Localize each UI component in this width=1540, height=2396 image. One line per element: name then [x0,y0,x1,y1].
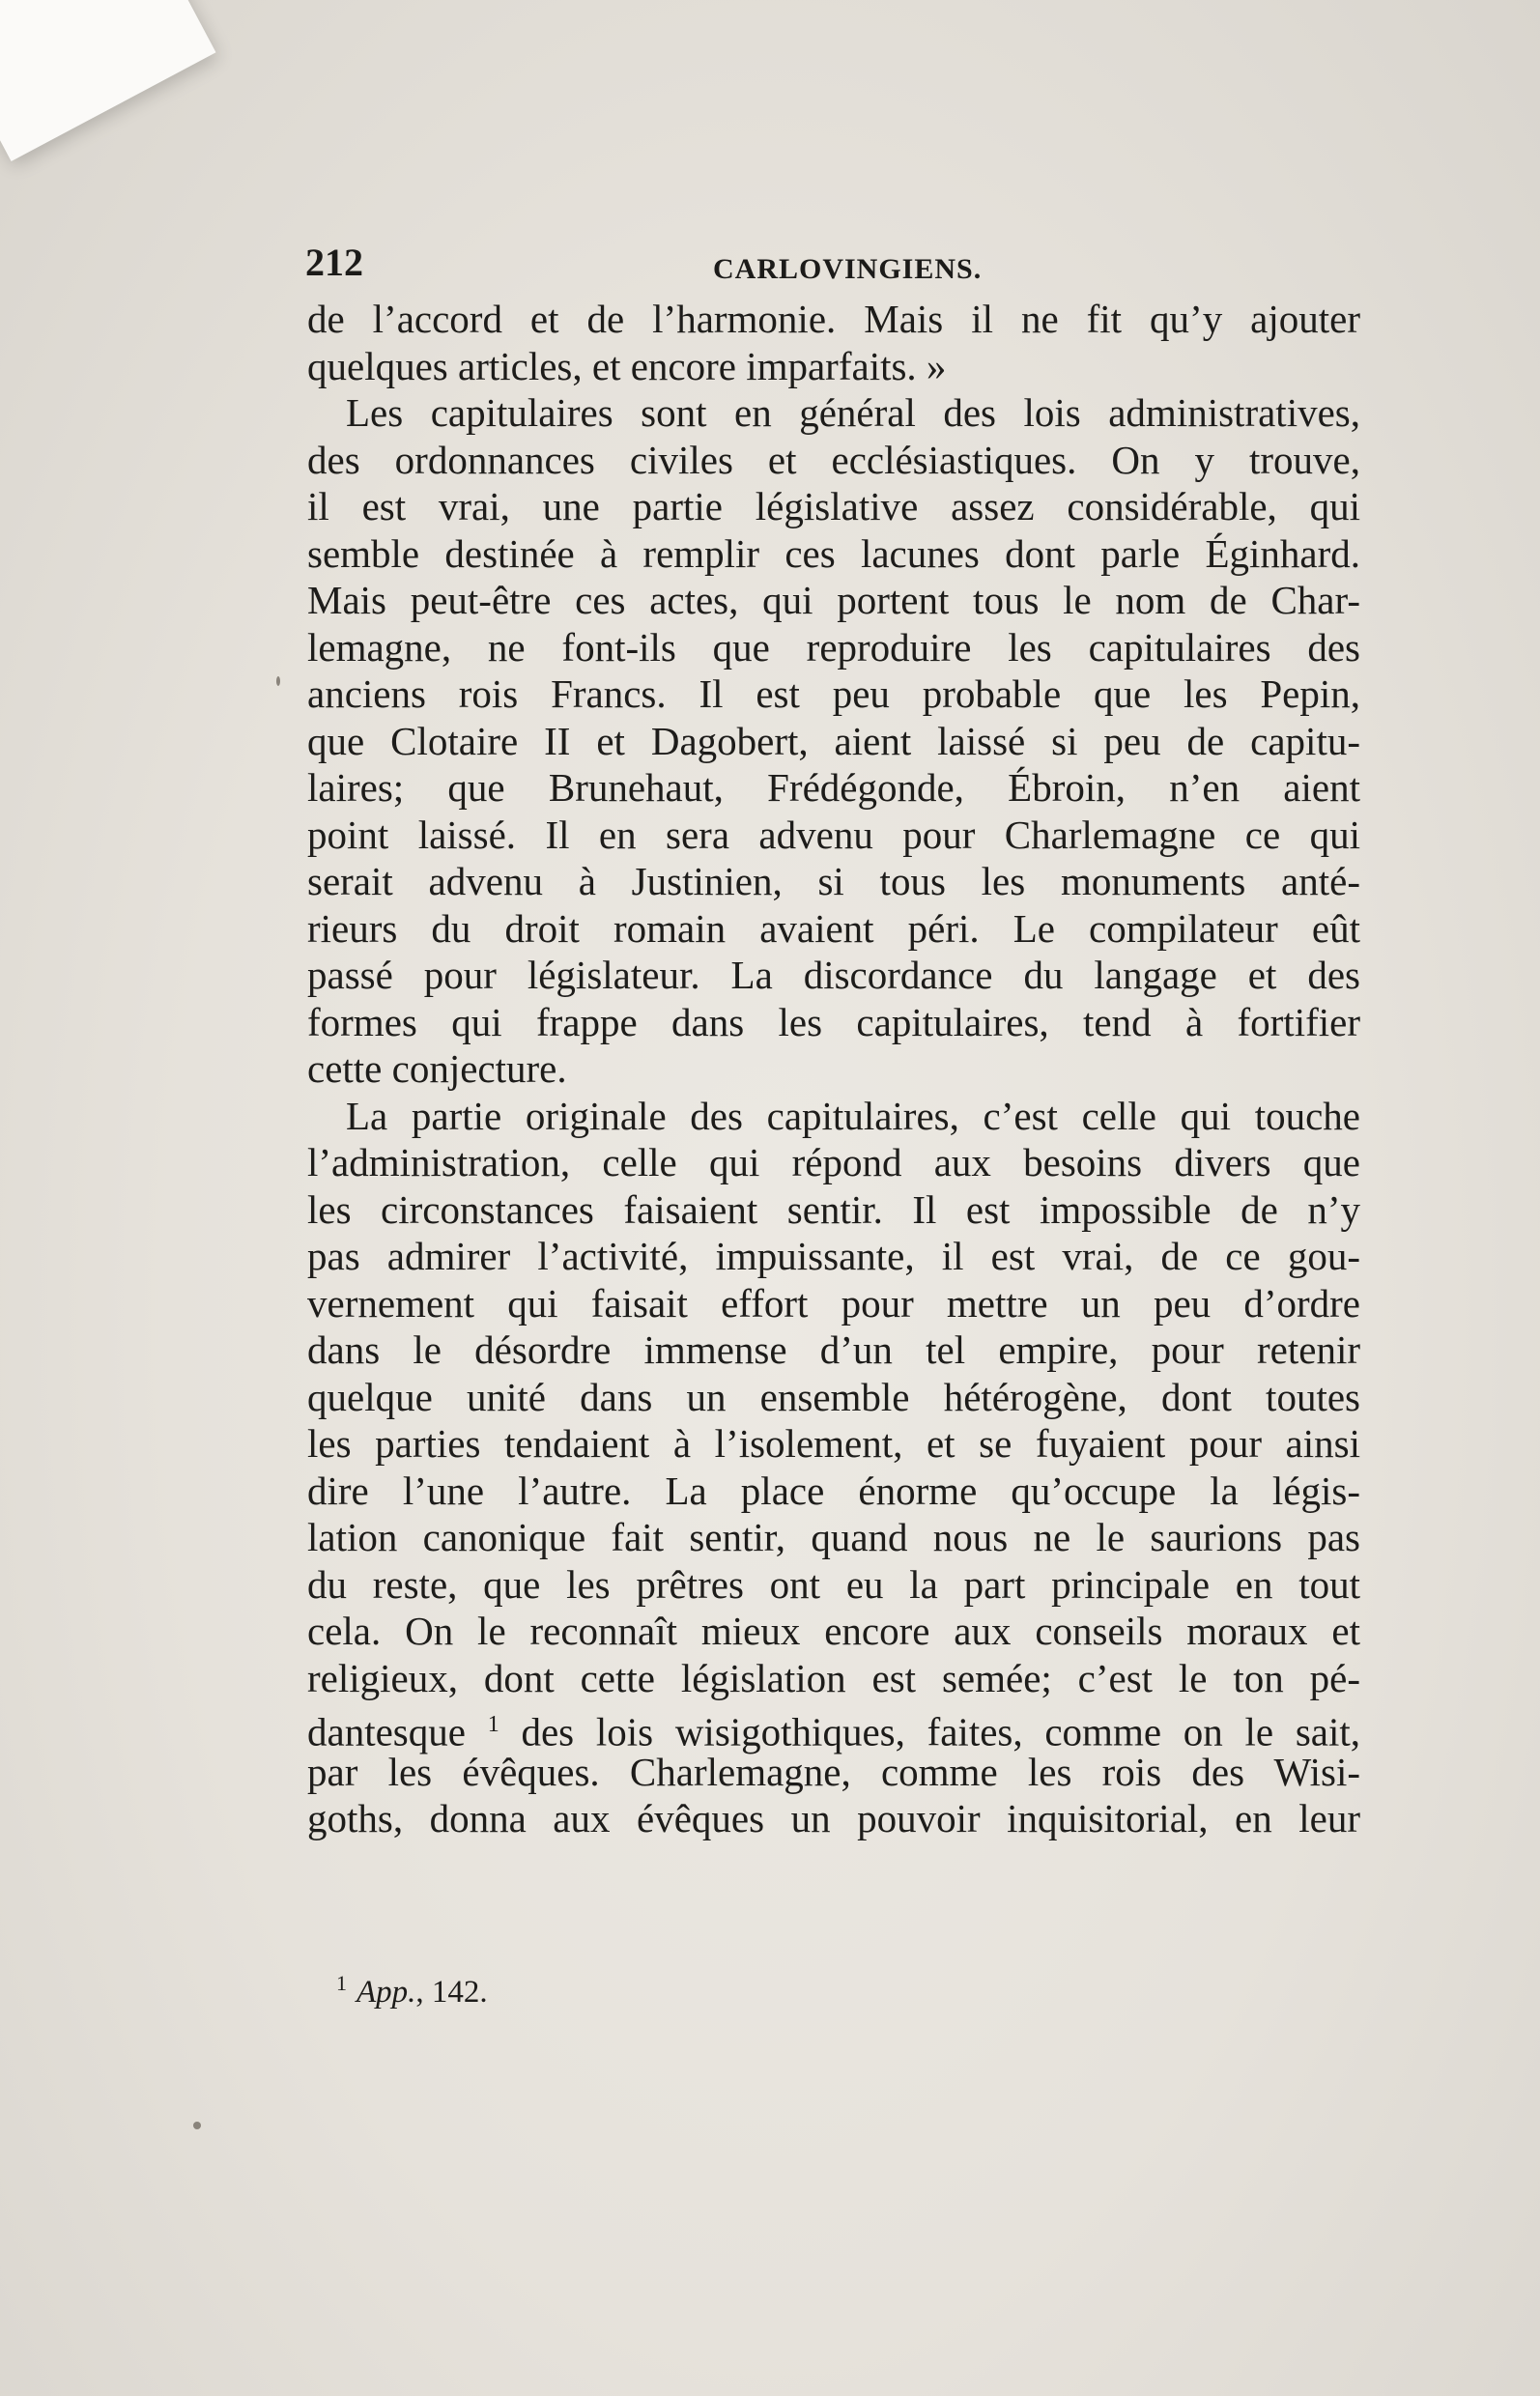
text-line: il est vrai, une partie législative assez considérable, qui [307,484,1360,528]
footnote-reference: App. [356,1975,416,2010]
text-line: lemagne, ne font-ils que reproduire les capitulaires des [307,624,1360,670]
text-line: serait advenu à Justinien, si tous les monuments anté- [307,859,1360,903]
text-line: lation canonique fait sentir, quand nous ne le saurions pas [307,1515,1360,1559]
text-line: l’administration, celle qui répond aux besoins divers que [307,1140,1360,1184]
text-line: religieux, dont cette législation est semée; c’est le ton pé- [307,1655,1360,1700]
text-line: quelques articles, et encore imparfaits. » [307,343,947,388]
text-line: que Clotaire II et Dagobert, aient laissé si peu de capitu- [307,718,1360,763]
text-line: rieurs du droit romain avaient péri. Le compilateur eût [307,905,1360,951]
text-fragment: des lois wisigothiques, faites, comme on le sait, [521,1709,1361,1754]
footnote-marker: 1 [487,1712,499,1737]
text-line: laires; que Brunehaut, Frédégonde, Ébroin, n’en aient [307,765,1360,810]
text-line: Mais peut-être ces actes, qui portent tous le nom de Char- [307,578,1360,622]
text-line: de l’accord et de l’harmonie. Mais il ne fit qu’y ajouter [307,297,1360,341]
page-corner [0,0,216,161]
text-line: les parties tendaient à l’isolement, et se fuyaient pour ainsi [307,1421,1360,1466]
page-number: 212 [305,241,363,284]
text-line: les circonstances faisaient sentir. Il est impossible de n’y [307,1186,1360,1232]
text-line: pas admirer l’activité, impuissante, il est vrai, de ce gou- [307,1234,1360,1278]
text-line: cette conjecture. [307,1046,567,1091]
paper-speck [193,2122,201,2129]
text-line [307,1701,1361,1754]
text-line: dans le désordre immense d’un tel empire, pour retenir [307,1327,1360,1372]
text-line: anciens rois Francs. Il est peu probable que les Pepin, [307,671,1360,716]
text-line: vernement qui faisait effort pour mettre un peu d’ordre [307,1280,1360,1326]
body-text [307,296,1360,1842]
footnote-number: 1 [336,1971,347,1995]
text-line: du reste, que les prêtres ont eu la part principale en tout [307,1561,1360,1607]
text-line: des ordonnances civiles et ecclésiastiques. On y trouve, [307,437,1360,482]
footnote-page: , 142. [415,1975,488,2010]
footnote [336,1971,488,2011]
text-line: La partie originale des capitulaires, c’est celle qui touche [346,1093,1360,1138]
text-line: formes qui frappe dans les capitulaires, tend à fortifier [307,999,1360,1044]
text-line: passé pour législateur. La discordance du langage et des [307,953,1360,997]
text-line: goths, donna aux évêques un pouvoir inquisitorial, en leur [307,1796,1360,1840]
text-line: quelque unité dans un ensemble hétérogène, dont toutes [307,1374,1360,1419]
paper-speck [276,676,280,686]
text-line: Les capitulaires sont en général des lois administratives, [346,390,1360,435]
page-header [305,240,1271,288]
running-head: CARLOVINGIENS. [713,253,983,285]
text-fragment: dantesque [307,1709,466,1754]
text-line: dire l’une l’autre. La place énorme qu’occupe la légis- [307,1468,1360,1513]
text-line: cela. On le reconnaît mieux encore aux conseils moraux et [307,1609,1360,1653]
text-line: semble destinée à remplir ces lacunes dont parle Éginhard. [307,530,1360,576]
text-line: point laissé. Il en sera advenu pour Charlemagne ce qui [307,812,1360,857]
text-line: par les évêques. Charlemagne, comme les rois des Wisi- [307,1749,1360,1794]
